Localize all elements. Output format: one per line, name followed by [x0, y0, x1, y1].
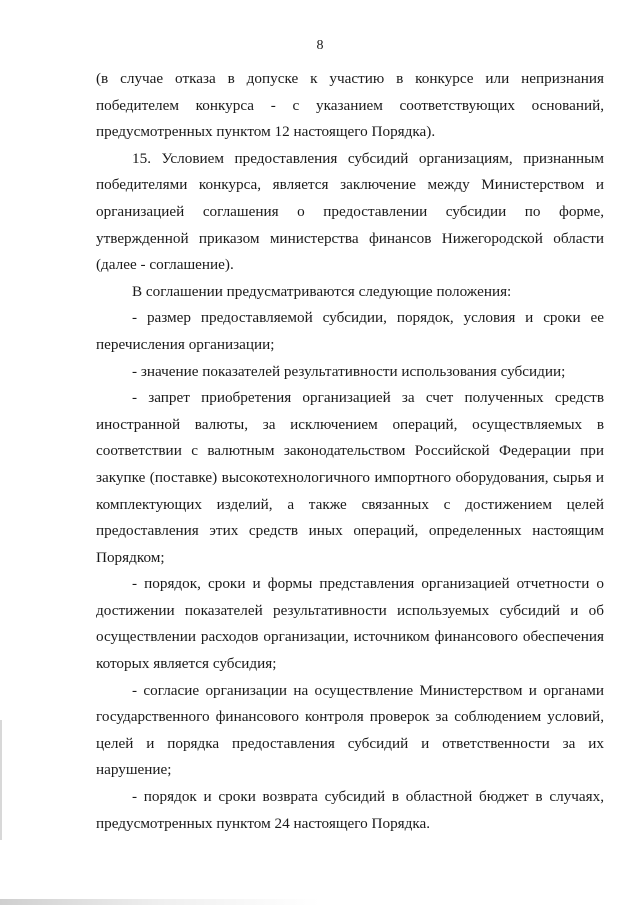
page-number: 8 [316, 38, 324, 53]
paragraph: В соглашении предусматриваются следующие положения: [132, 282, 512, 300]
list-item: - порядок, сроки и формы представления организацией отчетности о достижении показателей результативности используемых субсидий и об осуществлении расходов организации, источником финансового обеспечения которых является субсидия; [96, 575, 604, 673]
paragraph: (в случае отказа в допуске к участию в конкурсе или непризнания победителем конкурса - с указанием соответствующих оснований, предусмотренных пунктом 12 настоящего Порядка). [96, 70, 604, 141]
list-item: - порядок и сроки возврата субсидий в областной бюджет в случаях, предусмотренных пунктом 24 настоящего Порядка. [96, 788, 604, 832]
paragraph: 15. Условием предоставления субсидий организациям, признанным победителями конкурса, является заключение между Министерством и организацией соглашения о предоставлении субсидии по форме, утвержденной приказом министерства финансов Нижегородской области (далее - соглашение). [96, 149, 604, 274]
list-item: - размер предоставляемой субсидии, порядок, условия и сроки ее перечисления организации; [96, 309, 604, 353]
document-body [96, 66, 604, 837]
list-item: - запрет приобретения организацией за счет полученных средств иностранной валюты, за исключением операций, осуществляемых в соответствии с валютным законодательством Российской Федерации при закупке (поставке) высокотехнологичного импортного оборудования, сырья и комплектующих изделий, а также связанных с достижением целей предоставления этих средств иных операций, определенных настоящим Порядком; [96, 389, 604, 566]
scan-edge-mark [0, 720, 2, 840]
list-item: - согласие организации на осуществление Министерством и органами государственного финансового контроля проверок за соблюдением условий, целей и порядка предоставления субсидий и ответственности за их нарушение; [96, 681, 604, 779]
list-item: - значение показателей результативности использования субсидии; [132, 362, 566, 380]
scan-footer-mark [0, 899, 320, 905]
